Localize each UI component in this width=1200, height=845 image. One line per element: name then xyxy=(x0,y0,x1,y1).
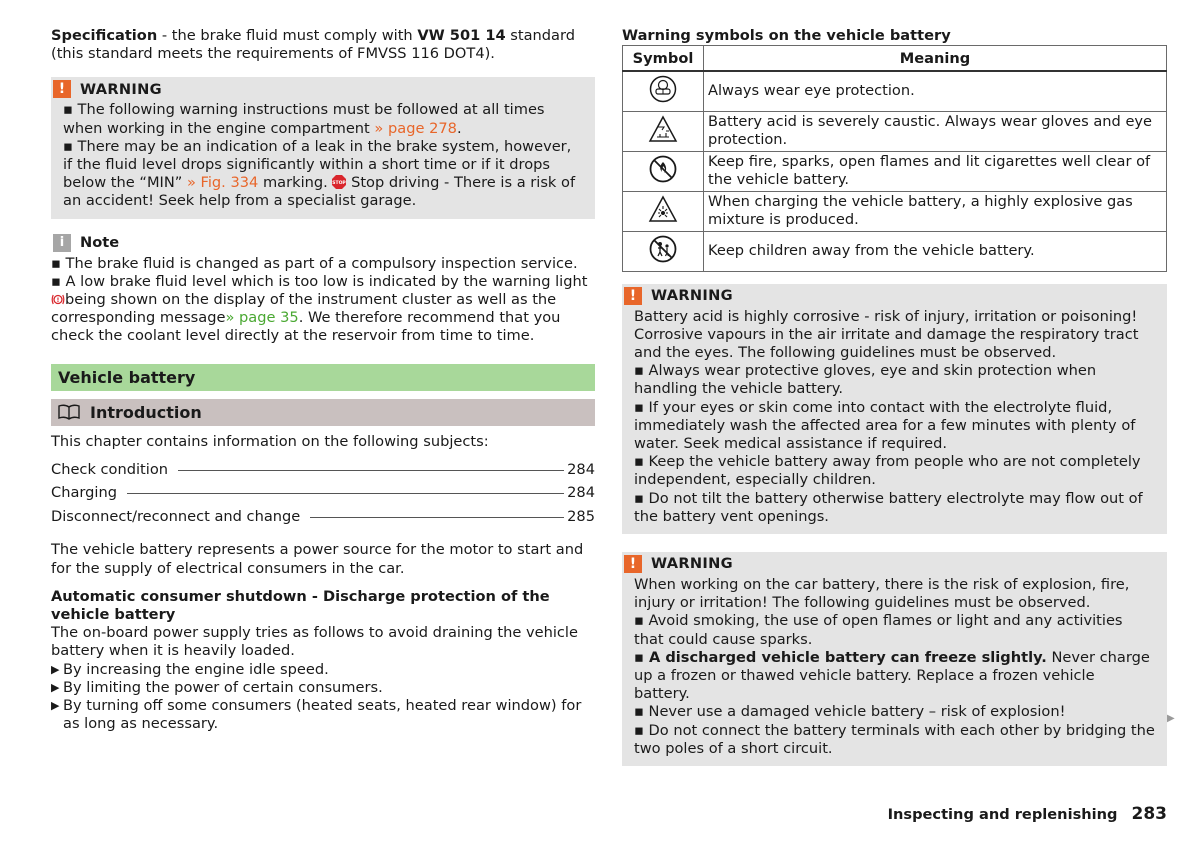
warning-line: Battery acid is highly corrosive - risk of injury, irritation or poisoning! Corrosive vapours in the air irritate and damage the respiratory tract and the eyes. The following guidelines must be observed. xyxy=(634,307,1139,361)
page-35-link[interactable]: » page 35 xyxy=(225,309,299,327)
symbol-cell xyxy=(623,191,704,231)
toc-leader xyxy=(310,517,564,518)
symbol-column-header: Symbol xyxy=(623,46,704,72)
symbol-cell xyxy=(623,151,704,191)
footer-section-title: Inspecting and replenishing xyxy=(887,806,1118,823)
warning-line: ▪ Always wear protective gloves, eye and skin protection when handling the vehicle battery. xyxy=(634,362,1097,398)
svg-text:STOP: STOP xyxy=(332,181,347,187)
warning-line: ▪ Keep the vehicle battery away from people who are not completely independent, especially children. xyxy=(634,453,1141,489)
battery-paragraph: The vehicle battery represents a power source for the motor to start and for the supply of electrical consumers in the car. xyxy=(51,541,584,577)
toc-row[interactable] xyxy=(51,484,595,508)
spec-label: Specification xyxy=(51,27,158,44)
toc-list xyxy=(51,461,595,532)
stop-icon xyxy=(332,175,346,189)
warning-icon: ! xyxy=(624,555,642,573)
warning-symbols-table xyxy=(622,45,1167,272)
note-line-2: ▪ A low brake fluid level which is too low is indicated by the warning light ! being shown on the display of the instrument cluster as well as the corresponding message» page 35. We therefore recommend that you check the coolant level directly at the reservoir from time to time. xyxy=(51,272,588,345)
toc-row[interactable] xyxy=(51,508,595,532)
symbol-cell xyxy=(623,71,704,111)
warning-header xyxy=(622,554,1155,574)
toc-label: Charging xyxy=(51,484,117,502)
warning-line-2: ▪ There may be an indication of a leak in the brake system, however, if the fluid level drops significantly within a short time or if it drops below the “MIN” » Fig. 334 marking. STOP Stop driving - There is a risk of an accident! Seek help from a specialist garage. xyxy=(63,137,576,210)
shutdown-text: The on-board power supply tries as follows to avoid draining the vehicle battery when it is heavily loaded. xyxy=(51,624,578,660)
warning-line-1: ▪ The following warning instructions must be followed at all times when working in the engine compartment » page 278. xyxy=(63,101,545,137)
toc-leader xyxy=(127,493,564,494)
toc-leader xyxy=(178,470,564,471)
spec-text: - the brake fluid must comply with xyxy=(157,27,418,44)
symbol-cell xyxy=(623,111,704,151)
caustic-acid-icon xyxy=(648,115,678,143)
table-row xyxy=(623,191,1167,231)
table-row xyxy=(623,111,1167,151)
warning-line: ▪ Never use a damaged vehicle battery – risk of explosion! xyxy=(634,703,1066,721)
table-row xyxy=(623,231,1167,271)
triangle-bullet-icon: ▶ xyxy=(51,680,60,694)
warning-line: ▪ A discharged vehicle battery can freeze slightly. Never charge up a frozen or thawed vehicle battery. Replace a frozen vehicle battery. xyxy=(634,648,1150,703)
note-header xyxy=(51,233,595,253)
warning-line: ▪ If your eyes or skin come into contact with the electrolyte fluid, immediately wash the affected area for a few minutes with plenty of water. Seek medical assistance if required. xyxy=(634,398,1136,452)
meaning-cell: Always wear eye protection. xyxy=(704,71,1167,111)
introduction-title: Introduction xyxy=(90,402,202,422)
list-item: ▶ By turning off some consumers (heated seats, heated rear window) for as long as necessary. xyxy=(51,696,582,733)
table-row xyxy=(623,71,1167,111)
note-box xyxy=(51,233,595,346)
toc-page: 284 xyxy=(567,484,595,502)
explosive-gas-icon xyxy=(648,195,678,223)
left-column xyxy=(51,27,595,733)
introduction-heading xyxy=(51,399,595,426)
toc-page: 284 xyxy=(567,460,595,478)
toc-page: 285 xyxy=(567,507,595,525)
keep-children-away-icon xyxy=(649,235,677,263)
meaning-cell: Battery acid is severely caustic. Always wear gloves and eye protection. xyxy=(704,111,1167,151)
warning-header xyxy=(51,79,583,99)
toc-row[interactable] xyxy=(51,461,595,485)
warning-title: WARNING xyxy=(651,555,733,573)
page-278-link[interactable]: » page 278 xyxy=(374,119,457,137)
warning-line: ▪ Do not tilt the battery otherwise battery electrolyte may flow out of the battery vent openings. xyxy=(634,489,1143,525)
spec-standard: VW 501 14 xyxy=(417,27,506,44)
no-fire-icon xyxy=(649,155,677,183)
page-number: 283 xyxy=(1131,804,1167,824)
warning-icon: ! xyxy=(624,287,642,305)
list-item: ▶ By increasing the engine idle speed. xyxy=(51,660,329,678)
explosion-warning-box xyxy=(622,552,1167,766)
meaning-cell: Keep fire, sparks, open flames and lit cigarettes well clear of the vehicle battery. xyxy=(704,151,1167,191)
meaning-cell: When charging the vehicle battery, a highly explosive gas mixture is produced. xyxy=(704,191,1167,231)
fig-334-link[interactable]: » Fig. 334 xyxy=(186,174,259,192)
vehicle-battery-heading: Vehicle battery xyxy=(51,364,595,391)
shutdown-heading: Automatic consumer shutdown - Discharge protection of the vehicle battery xyxy=(51,587,550,623)
symbol-cell xyxy=(623,231,704,271)
meaning-cell: Keep children away from the vehicle battery. xyxy=(704,231,1167,271)
note-line-1: ▪ The brake fluid is changed as part of a compulsory inspection service. xyxy=(51,254,578,272)
brake-warning-light-icon xyxy=(51,293,65,306)
warning-title: WARNING xyxy=(80,80,162,98)
toc-label: Disconnect/reconnect and change xyxy=(51,507,301,525)
battery-acid-warning-box xyxy=(622,284,1167,534)
note-title: Note xyxy=(80,234,120,252)
warning-title: WARNING xyxy=(651,287,733,304)
warning-line: When working on the car battery, there is the risk of explosion, fire, injury or irritation! The following guidelines must be observed. xyxy=(634,575,1130,612)
triangle-bullet-icon: ▶ xyxy=(51,662,60,676)
warning-header xyxy=(622,286,1155,306)
page-footer xyxy=(888,804,1167,824)
meaning-column-header: Meaning xyxy=(704,46,1167,72)
info-icon: i xyxy=(53,234,71,252)
specification-paragraph xyxy=(51,27,595,63)
table-row xyxy=(623,151,1167,191)
warning-line: ▪ Avoid smoking, the use of open flames or light and any activities that could cause sparks. xyxy=(634,612,1123,648)
brake-warning-box xyxy=(51,77,595,218)
table-header-row xyxy=(623,46,1167,72)
right-column xyxy=(622,27,1167,766)
toc-label: Check condition xyxy=(51,460,169,478)
triangle-bullet-icon: ▶ xyxy=(51,698,60,712)
table-title: Warning symbols on the vehicle battery xyxy=(622,27,951,44)
warning-icon: ! xyxy=(53,80,71,98)
continue-arrow-icon: ▶ xyxy=(1167,713,1175,724)
eye-protection-icon xyxy=(649,75,677,103)
spec-text-2: standard (this standard meets the requirements of FMVSS 116 DOT4). xyxy=(51,27,576,63)
book-icon xyxy=(58,404,80,420)
list-item: ▶ By limiting the power of certain consumers. xyxy=(51,678,383,696)
svg-text:!: ! xyxy=(56,295,60,304)
warning-line: ▪ Do not connect the battery terminals with each other by bridging the two poles of a short circuit. xyxy=(634,721,1155,757)
intro-text: This chapter contains information on the following subjects: xyxy=(51,432,489,450)
